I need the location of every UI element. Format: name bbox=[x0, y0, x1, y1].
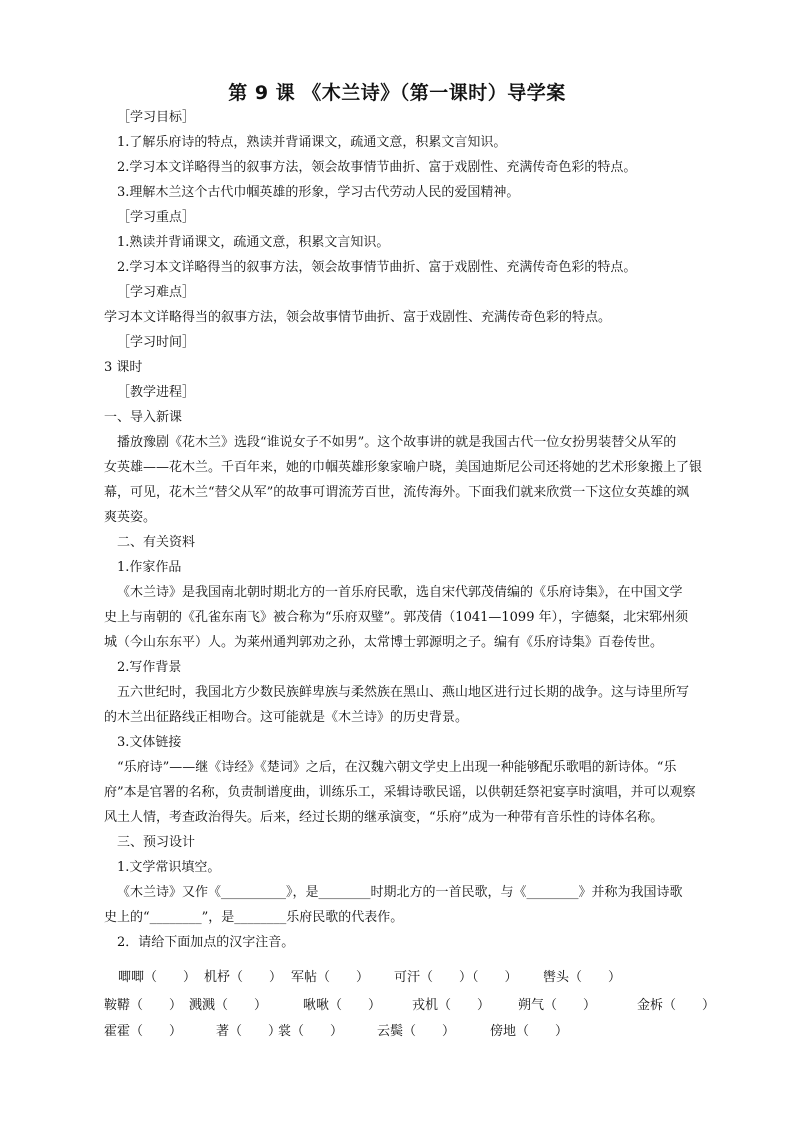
text-line: 一、导入新课 bbox=[104, 410, 183, 425]
pinyin-item: 可汗（ ）（ ） bbox=[394, 970, 518, 985]
text-line: ［学习时间］ bbox=[117, 335, 196, 350]
text-line: ［教学进程］ bbox=[117, 385, 196, 400]
pinyin-item: 傍地（ ） bbox=[490, 1024, 569, 1039]
pinyin-item: 啾啾（ ） bbox=[303, 998, 382, 1013]
text-line: 《木兰诗》又作《__________》，是________时期北方的一首民歌，与《________》并称为我国诗歌 bbox=[117, 885, 683, 900]
text-line: 1.作家作品 bbox=[117, 560, 182, 575]
text-line: “乐府诗”——继《诗经》《楚词》之后，在汉魏六朝文学史上出现一种能够配乐歌唱的新诗体。“乐 bbox=[117, 760, 677, 775]
text-line: 城（今山东东平）人。为莱州通判郭劝之孙，太常博士郭源明之子。编有《乐府诗集》百卷传世。 bbox=[104, 635, 664, 650]
pinyin-item: 军帖（ ） bbox=[291, 970, 370, 985]
text-line: 1.熟读并背诵课文，疏通文意，积累文言知识。 bbox=[117, 235, 390, 250]
text-line: 爽英姿。 bbox=[104, 510, 157, 525]
pinyin-item: 唧唧（ ） bbox=[118, 970, 197, 985]
pinyin-item: 裳（ ） bbox=[278, 1024, 344, 1039]
pinyin-item: 鞍鞯（ ） bbox=[104, 998, 183, 1013]
text-line: 播放豫剧《花木兰》选段“谁说女子不如男”。这个故事讲的就是我国古代一位女扮男装替父从军的 bbox=[117, 435, 677, 450]
pinyin-item: 朔气（ ） bbox=[518, 998, 597, 1013]
text-line: 学习本文详略得当的叙事方法，领会故事情节曲折、富于戏剧性、充满传奇色彩的特点。 bbox=[104, 310, 612, 325]
text-line: 1.了解乐府诗的特点，熟读并背诵课文，疏通文意，积累文言知识。 bbox=[117, 135, 507, 150]
text-line: 二、有关资料 bbox=[117, 535, 196, 550]
text-line: ［学习难点］ bbox=[117, 285, 196, 300]
pinyin-item: 机杼（ ） bbox=[204, 970, 283, 985]
text-line: 的木兰出征路线正相吻合。这可能就是《木兰诗》的历史背景。 bbox=[104, 710, 469, 725]
pinyin-item: 霍霍（ ） bbox=[104, 1024, 183, 1039]
text-line: 3.理解木兰这个古代巾帼英雄的形象，学习古代劳动人民的爱国精神。 bbox=[117, 185, 520, 200]
pinyin-item: 云鬓（ ） bbox=[377, 1024, 456, 1039]
pinyin-item: 溅溅（ ） bbox=[189, 998, 268, 1013]
page-title: 第 9 课 《木兰诗》（第一课时）导学案 bbox=[228, 82, 566, 104]
text-line: 1.文学常识填空。 bbox=[117, 860, 221, 875]
text-line: 幕，可见，花木兰“替父从军”的故事可谓流芳百世，流传海外。下面我们就来欣赏一下这位女英雄的飒 bbox=[104, 485, 690, 500]
text-line: 三、预习设计 bbox=[117, 835, 196, 850]
text-line: 《木兰诗》是我国南北朝时期北方的一首乐府民歌，选自宋代郭茂倩编的《乐府诗集》，在中国文学 bbox=[117, 585, 683, 600]
text-line: 风土人情，考查政治得失。后来，经过长期的继承演变，“乐府”成为一种带有音乐性的诗体名称。 bbox=[104, 810, 664, 825]
text-line: 史上与南朝的《孔雀东南飞》被合称为“乐府双璧”。郭茂倩（1041—1099 年），字德粲，北宋郓州须 bbox=[104, 610, 689, 625]
text-line: ［学习重点］ bbox=[117, 210, 196, 225]
pinyin-item: 金柝（ ） bbox=[637, 998, 716, 1013]
text-line: 府”本是官署的名称，负责制谱度曲，训练乐工，采辑诗歌民谣，以供朝廷祭祀宴享时演唱，并可以观察 bbox=[104, 785, 696, 800]
text-line: 五六世纪时，我国北方少数民族鲜卑族与柔然族在黑山、燕山地区进行过长期的战争。这与诗里所写 bbox=[117, 685, 690, 700]
document-body bbox=[104, 105, 716, 955]
pinyin-item: 辔头（ ） bbox=[543, 970, 622, 985]
text-line: ［学习目标］ bbox=[117, 110, 196, 125]
text-line: 2．请给下面加点的汉字注音。 bbox=[117, 935, 295, 950]
text-line: 女英雄——花木兰。千百年来，她的巾帼英雄形象家喻户晓，美国迪斯尼公司还将她的艺术形象搬上了银 bbox=[104, 460, 703, 475]
text-line: 2.学习本文详略得当的叙事方法，领会故事情节曲折、富于戏剧性、充满传奇色彩的特点。 bbox=[117, 260, 637, 275]
text-line: 2.写作背景 bbox=[117, 660, 182, 675]
pinyin-item: 著（ ） bbox=[216, 1024, 282, 1039]
text-line: 3.文体链接 bbox=[117, 735, 182, 750]
pinyin-item: 戎机（ ） bbox=[412, 998, 491, 1013]
text-line: 3 课时 bbox=[104, 360, 143, 375]
text-line: 2.学习本文详略得当的叙事方法，领会故事情节曲折、富于戏剧性、充满传奇色彩的特点。 bbox=[117, 160, 637, 175]
text-line: 史上的“________”，是________乐府民歌的代表作。 bbox=[104, 910, 404, 925]
